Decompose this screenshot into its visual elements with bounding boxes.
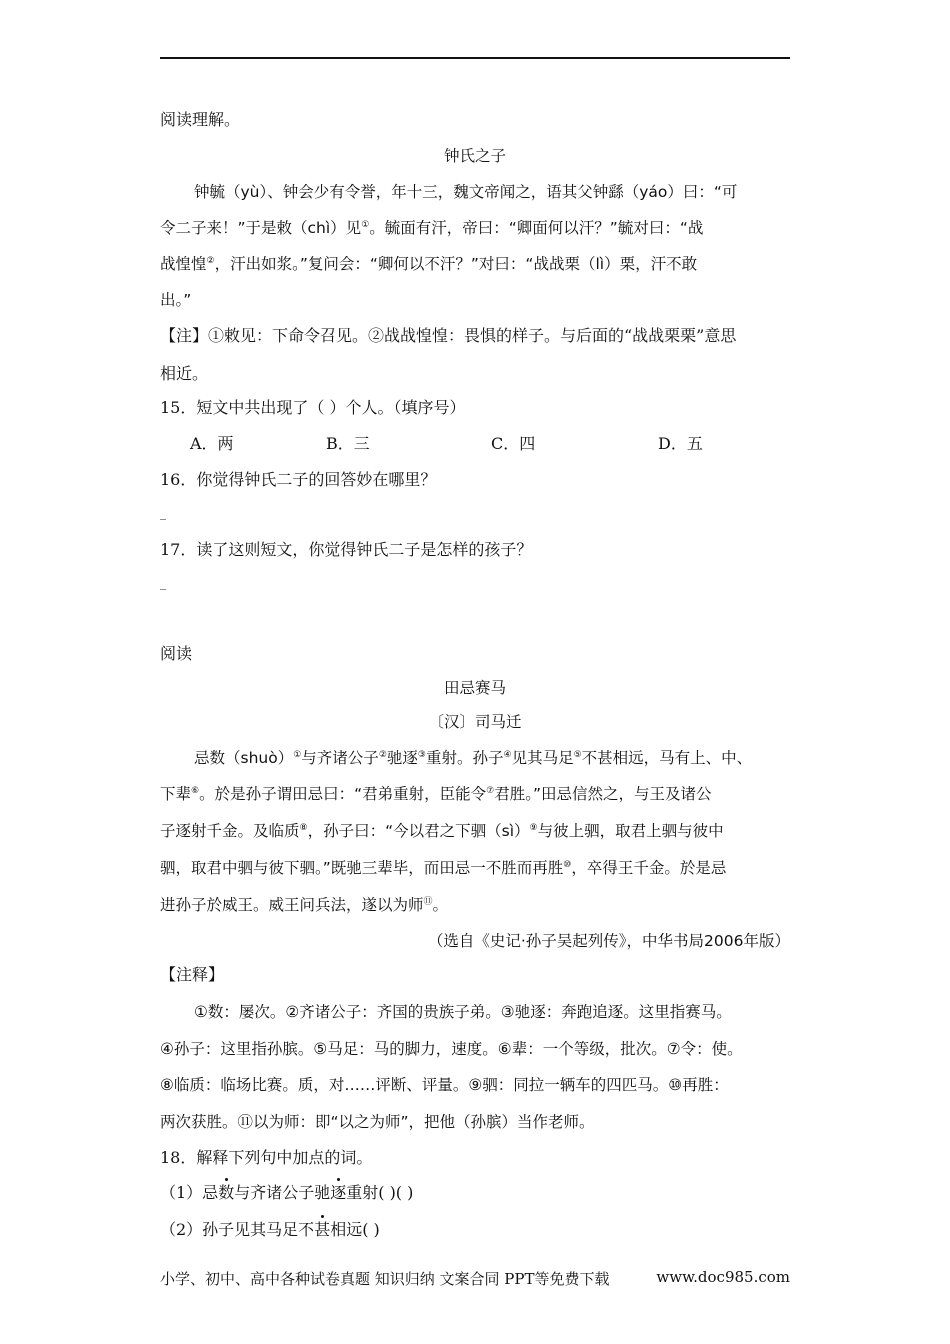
footer-url[interactable]: www.doc985.com — [656, 1268, 790, 1286]
tianji-line-3: 子逐射千金。及临质⑧，孙子曰：“今以君之下驷（sì）⑨与彼上驷，取君上驷与彼中 — [160, 822, 724, 840]
question-16: 16．你觉得钟氏二子的回答妙在哪里？ — [160, 470, 437, 489]
notes-heading: 【注释】 — [160, 965, 225, 984]
option-b[interactable]: B．三 — [326, 434, 370, 453]
notes-line-1: ①数：屡次。②齐诸公子：齐国的贵族子弟。③驰逐：奔跑追逐。这里指赛马。 — [194, 1003, 732, 1021]
section1-intro: 阅读理解。 — [160, 110, 241, 129]
question-18-sub1: （1）忌数与齐诸公子驰逐重射( )( ) — [160, 1183, 414, 1202]
tianji-line-5: 进孙子於威王。威王问兵法，遂以为师⑪。 — [160, 896, 449, 914]
tianji-line-1: 忌数（shuò）①与齐诸公子②驰逐③重射。孙子④见其马足⑤不甚相远，马有上、中、 — [194, 749, 753, 767]
section2-intro: 阅读 — [160, 644, 193, 663]
header-rule — [160, 57, 790, 59]
notes-line-3: ⑧临质：临场比赛。质，对……评断、评量。⑨驷：同拉一辆车的四匹马。⑩再胜： — [160, 1076, 729, 1094]
passage-line-4: 出。” — [160, 291, 192, 309]
section2-author: 〔汉〕司马迁 — [428, 713, 522, 731]
dotted-word-shuo: 数 — [218, 1183, 235, 1202]
section1-title: 钟氏之子 — [443, 147, 506, 165]
dotted-word-shen: 甚 — [314, 1220, 331, 1239]
dotted-word-zhu: 逐 — [330, 1183, 347, 1202]
passage-line-2: 令二子来！”于是敕（chì）见①。毓面有汗，帝曰：“卿面何以汗？”毓对曰：“战 — [160, 219, 704, 237]
answer-blank-16[interactable]: _ — [160, 506, 166, 520]
passage-line-1: 钟毓（yù）、钟会少有令誉，年十三，魏文帝闻之，语其父钟繇（yáo）曰：“可 — [194, 183, 738, 201]
question-18-sub2: （2）孙子见其马足不甚相远( ) — [160, 1220, 380, 1239]
option-a[interactable]: A．两 — [190, 434, 234, 453]
notes-line-4: 两次获胜。⑪以为师：即“以之为师”，把他（孙膑）当作老师。 — [160, 1113, 595, 1131]
tianji-line-2: 下辈⑥。於是孙子谓田忌曰：“君弟重射，臣能令⑦君胜。”田忌信然之，与王及诸公 — [160, 785, 712, 803]
notes-line-2: ④孙子：这里指孙膑。⑤马足：马的脚力，速度。⑥辈：一个等级，批次。⑦令：使。 — [160, 1040, 743, 1058]
answer-blank-17[interactable]: _ — [160, 576, 166, 590]
footer-text: 小学、初中、高中各种试卷真题 知识归纳 文案合同 PPT等免费下载 — [160, 1270, 610, 1288]
question-15: 15．短文中共出现了（ ）个人。（填序号） — [160, 398, 466, 417]
option-d[interactable]: D．五 — [658, 434, 703, 453]
passage-line-3: 战惶惶②，汗出如浆。”复问会：“卿何以不汗？”对曰：“战战栗（lì）栗，汗不敢 — [160, 255, 698, 273]
page-footer — [160, 1268, 790, 1289]
note-line-1: 【注】①敕见：下命令召见。②战战惶惶：畏惧的样子。与后面的“战战栗栗”意思 — [160, 326, 737, 345]
question-18: 18．解释下列句中加点的词。 — [160, 1148, 373, 1167]
option-c[interactable]: C．四 — [491, 434, 536, 453]
section2-title: 田忌赛马 — [443, 679, 506, 697]
tianji-line-4: 驷，取君中驷与彼下驷。”既驰三辈毕，而田忌一不胜而再胜⑩，卒得王千金。於是忌 — [160, 859, 727, 877]
note-line-2: 相近。 — [160, 364, 209, 383]
source-citation: （选自《史记·孙子吴起列传》，中华书局2006年版） — [427, 932, 790, 950]
question-17: 17．读了这则短文，你觉得钟氏二子是怎样的孩子？ — [160, 540, 533, 559]
